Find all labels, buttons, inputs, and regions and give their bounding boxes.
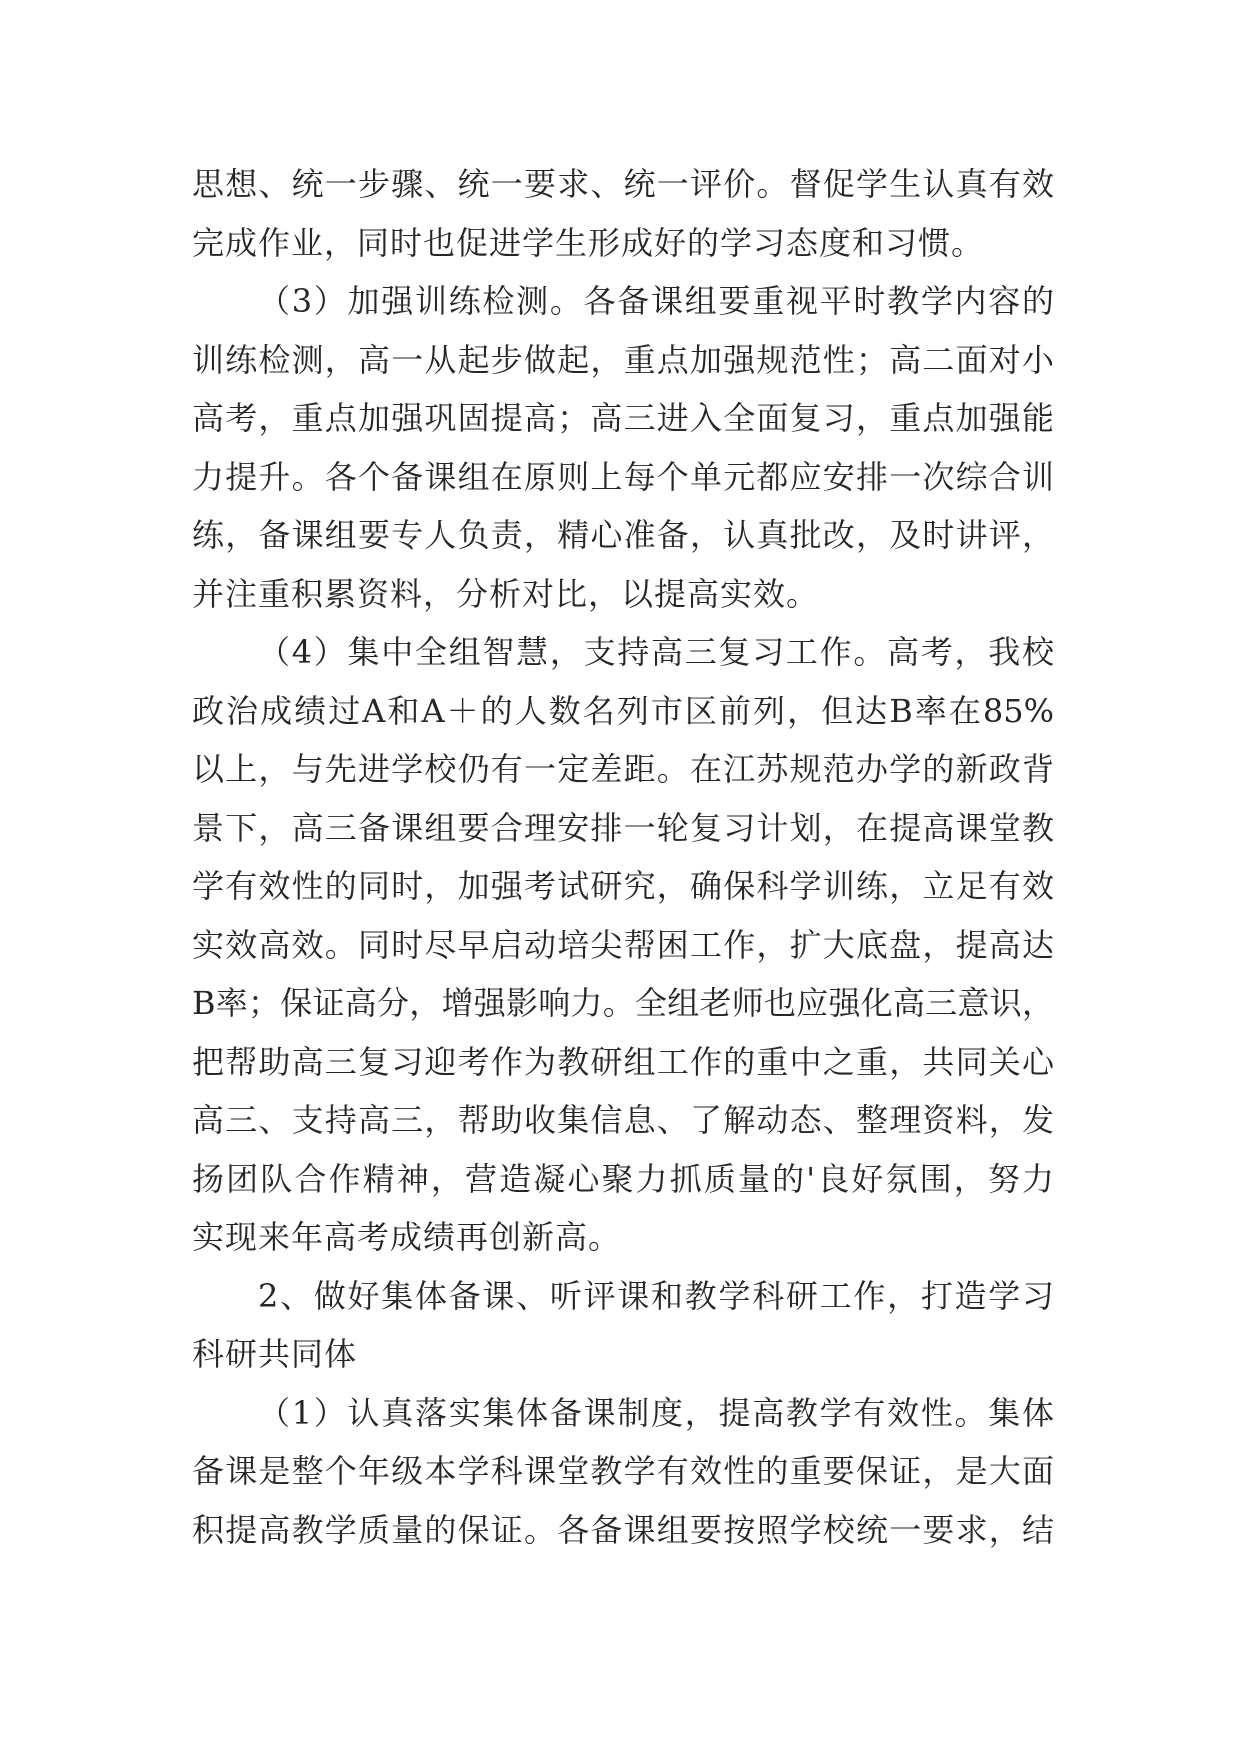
- text-line: 高考，重点加强巩固提高；高三进入全面复习，重点加强能: [192, 399, 1054, 437]
- text-line: 景下，高三备课组要合理安排一轮复习计划，在提高课堂教: [192, 808, 1054, 847]
- text-line: 力提升。各个备课组在原则上每个单元都应安排一次综合训: [192, 457, 1054, 496]
- text-line: 练，备课组要专人负责，精心准备，认真批改，及时讲评，: [192, 516, 1054, 554]
- text-line: 高三、支持高三，帮助收集信息、了解动态、整理资料，发: [192, 1101, 1054, 1139]
- text-line: 科研共同体: [192, 1335, 358, 1373]
- text-line: 并注重积累资料，分析对比，以提高实效。: [192, 574, 820, 613]
- text-line: 完成作业，同时也促进学生形成好的学习态度和习惯。: [192, 223, 985, 262]
- document-body: [192, 155, 1054, 1559]
- text-line: 训练检测，高一从起步做起，重点加强规范性；高二面对小: [192, 340, 1054, 379]
- paragraph-continuation: [192, 155, 1054, 272]
- text-line: 实现来年高考成绩再创新高。: [192, 1218, 622, 1256]
- text-line: 实效高效。同时尽早启动培尖帮困工作，扩大底盘，提高达: [192, 925, 1054, 964]
- text-line: 2、做好集体备课、听评课和教学科研工作，打造学习: [258, 1276, 1054, 1315]
- paragraph-item-4: [192, 623, 1054, 1267]
- text-line: （4）集中全组智慧，支持高三复习工作。高考，我校: [258, 633, 1054, 671]
- text-line: （1）认真落实集体备课制度，提高教学有效性。集体: [258, 1393, 1054, 1432]
- paragraph-item-1: [192, 1384, 1054, 1560]
- paragraph-item-3: [192, 272, 1054, 623]
- text-line: （3）加强训练检测。各备课组要重视平时教学内容的: [258, 282, 1054, 320]
- text-line: B率；保证高分，增强影响力。全组老师也应强化高三意识，: [192, 984, 1054, 1022]
- text-line: 思想、统一步骤、统一要求、统一评价。督促学生认真有效: [192, 165, 1054, 203]
- text-line: 政治成绩过A和A＋的人数名列市区前列，但达B率在85%: [192, 691, 1054, 730]
- text-line: 学有效性的同时，加强考试研究，确保科学训练，立足有效: [192, 867, 1054, 905]
- text-line: 积提高教学质量的保证。各备课组要按照学校统一要求，结: [192, 1510, 1054, 1549]
- text-line: 扬团队合作精神，营造凝心聚力抓质量的'良好氛围，努力: [192, 1159, 1054, 1198]
- text-line: 备课是整个年级本学科课堂教学有效性的重要保证，是大面: [192, 1452, 1054, 1490]
- section-heading-2: [192, 1267, 1054, 1384]
- text-line: 以上，与先进学校仍有一定差距。在江苏规范办学的新政背: [192, 750, 1054, 788]
- text-line: 把帮助高三复习迎考作为教研组工作的重中之重，共同关心: [192, 1042, 1054, 1081]
